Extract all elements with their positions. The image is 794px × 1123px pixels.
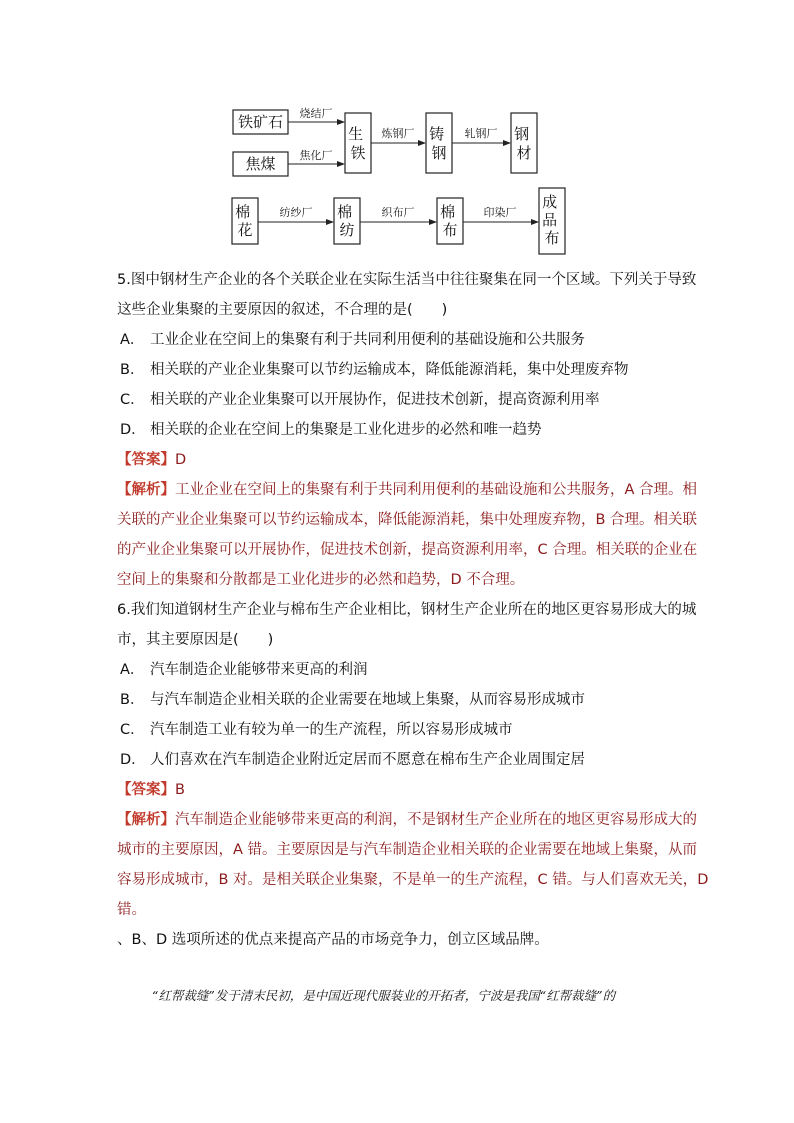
option-label: D． <box>120 752 146 768</box>
box-finished-cloth-char2: 品 <box>542 211 558 229</box>
q6-analysis-line2: 城市的主要原因，A 错。主要原因是与汽车制造企业相关联的企业需要在地域上集聚，从而 <box>117 842 698 858</box>
box-cotton-label <box>235 203 255 239</box>
option-text: 相关联的企业在空间上的集聚是工业化进步的必然和唯一趋势 <box>150 422 542 438</box>
option-label: A． <box>120 662 145 678</box>
box-pig-iron-char2: 铁 <box>350 144 366 162</box>
q6-option-c <box>117 715 687 745</box>
analysis-text: 工业企业在空间上的集聚有利于共同利用便利的基础设施和公共服务，A 合理。相 <box>175 482 698 498</box>
q5-analysis-line2: 关联的产业企业集聚可以节约运输成本，降低能源消耗，集中处理废弃物，B 合理。相关联 <box>117 512 698 528</box>
option-label: B． <box>120 362 145 378</box>
q6-answer <box>117 775 687 805</box>
option-text: 汽车制造工业有较为单一的生产流程，所以容易形成城市 <box>150 722 513 738</box>
box-finished-cloth-char1: 成 <box>542 193 558 211</box>
q6-option-a <box>117 655 687 685</box>
answer-value: D <box>175 452 187 468</box>
option-label: B． <box>120 692 145 708</box>
analysis-tag: 【解析】 <box>117 482 175 498</box>
option-label: D． <box>120 422 146 438</box>
box-cotton-spinning-char1: 棉 <box>337 203 353 221</box>
box-cotton-cloth-label <box>440 203 460 239</box>
box-pig-iron-label <box>348 125 368 162</box>
option-text: 人们喜欢在汽车制造企业附近定居而不愿意在棉布生产企业周围定居 <box>150 752 585 768</box>
q6-analysis-line4: 错。 <box>117 902 146 918</box>
option-text: 与汽车制造企业相关联的企业需要在地域上集聚，从而容易形成城市 <box>150 692 585 708</box>
box-pig-iron-char1: 生 <box>348 125 364 143</box>
answer-tag: 【答案】 <box>117 782 175 798</box>
q6-stem-line2: 市，其主要原因是( ) <box>117 632 274 648</box>
box-cotton-cloth-char2: 布 <box>442 221 458 239</box>
label-sintering-plant: 烧结厂 <box>299 107 333 120</box>
cotton-flow-diagram <box>232 188 565 254</box>
box-cotton-char1: 棉 <box>235 203 251 221</box>
q5-option-d <box>117 415 687 445</box>
q5-option-b <box>117 355 687 385</box>
q5-stem-line2: 这些企业集聚的主要原因的叙述，不合理的是( ) <box>117 302 448 318</box>
box-cast-steel <box>426 113 452 173</box>
label-rolling-plant: 轧钢厂 <box>464 127 498 140</box>
label-coking-plant: 焦化厂 <box>299 149 333 162</box>
option-text: 汽车制造企业能够带来更高的利润 <box>150 662 368 678</box>
q5-analysis-line4: 空间上的集聚和分散都是工业化进步的必然和趋势，D 不合理。 <box>117 572 525 588</box>
box-cast-steel-label <box>429 125 449 162</box>
q5-analysis-line3: 的产业企业集聚可以开展协作，促进技术创新，提高资源利用率，C 合理。相关联的企业在 <box>117 542 698 558</box>
box-cotton-char2: 花 <box>237 221 253 239</box>
box-cast-steel-char2: 钢 <box>431 144 447 162</box>
answer-value: B <box>175 782 185 798</box>
label-dyeing-plant: 印染厂 <box>483 206 517 219</box>
box-steel-product <box>511 113 537 173</box>
box-coking-coal-label: 焦煤 <box>245 155 276 173</box>
label-spinning-mill: 纺纱厂 <box>279 206 313 219</box>
q6-option-b <box>117 685 687 715</box>
box-cotton-cloth-char1: 棉 <box>440 203 456 221</box>
analysis-tag: 【解析】 <box>117 812 175 828</box>
q6-analysis-line3: 容易形成城市，B 对。是相关联企业集聚，不是单一的生产流程，C 错。与人们喜欢无关，D <box>117 872 709 888</box>
q5-analysis-line1 <box>117 475 698 505</box>
box-finished-cloth-char3: 布 <box>544 229 560 247</box>
flow-diagrams <box>0 0 794 270</box>
box-cotton-spinning-label <box>337 203 357 239</box>
box-cast-steel-char1: 铸 <box>429 125 445 143</box>
q5-option-c <box>117 385 687 415</box>
q6-analysis-line1 <box>117 805 697 835</box>
q5-stem-line1: 5.图中钢材生产企业的各个关联企业在实际生活当中往往聚集在同一个区域。下列关于导致 <box>117 272 697 288</box>
option-label: C． <box>120 392 145 408</box>
footer-passage-line: “红帮裁缝”发于清末民初，是中国近现代服装业的开拓者，宁波是我国“红帮裁缝”的 <box>152 988 616 1003</box>
question-block <box>117 265 709 955</box>
label-steelmaking-plant: 炼钢厂 <box>381 127 415 140</box>
answer-tag: 【答案】 <box>117 452 175 468</box>
box-steel-product-char2: 材 <box>516 144 532 162</box>
q5-answer <box>117 445 687 475</box>
trailing-line: 、B、D 选项所述的优点来提高产品的市场竞争力，创立区域品牌。 <box>117 932 549 948</box>
box-pig-iron <box>345 113 371 173</box>
option-text: 工业企业在空间上的集聚有利于共同利用便利的基础设施和公共服务 <box>150 332 585 348</box>
box-steel-product-char1: 钢 <box>514 125 530 143</box>
box-steel-product-label <box>514 125 534 162</box>
option-label: C． <box>120 722 145 738</box>
box-iron-ore-label: 铁矿石 <box>237 113 284 131</box>
option-text: 相关联的产业企业集聚可以节约运输成本，降低能源消耗，集中处理废弃物 <box>150 362 629 378</box>
label-weaving-mill: 织布厂 <box>381 206 415 219</box>
q6-option-d <box>117 745 687 775</box>
box-cotton-spinning-char2: 纺 <box>339 221 355 239</box>
option-text: 相关联的产业企业集聚可以开展协作，促进技术创新，提高资源利用率 <box>150 392 600 408</box>
steel-flow-diagram <box>233 106 537 176</box>
analysis-text: 汽车制造企业能够带来更高的利润，不是钢材生产企业所在的地区更容易形成大的 <box>175 812 697 828</box>
q6-stem-line1: 6.我们知道钢材生产企业与棉布生产企业相比，钢材生产企业所在的地区更容易形成大的城 <box>117 602 697 618</box>
q5-option-a <box>117 325 687 355</box>
box-finished-cloth-label <box>542 193 562 247</box>
option-label: A． <box>120 332 145 348</box>
